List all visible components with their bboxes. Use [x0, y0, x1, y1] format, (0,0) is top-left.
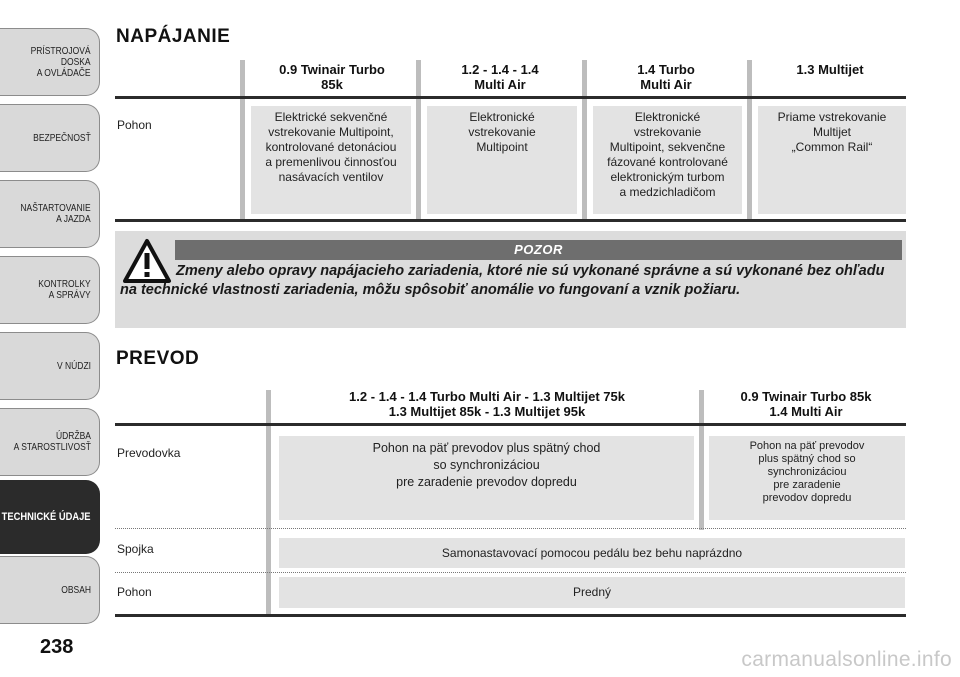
row-label-spojka: Spojka: [117, 542, 154, 556]
tab-label: OBSAH: [61, 584, 91, 596]
tab-label: ÚDRŽBA A STAROSTLIVOSŤ: [13, 431, 92, 453]
tab-udrzba[interactable]: [0, 408, 100, 476]
tab-technicke-udaje[interactable]: [0, 480, 100, 554]
warning-title: POZOR: [175, 240, 902, 260]
table-rule: [115, 614, 906, 617]
table-cell: Elektronické vstrekovanie Multipoint, sekvenčne fázované kontrolované elektronickým turbom a medzichladičom: [593, 106, 742, 214]
row-separator: [115, 572, 906, 573]
table-cell: Priame vstrekovanie Multijet „Common Rail“: [758, 106, 906, 214]
column-divider: [699, 390, 704, 530]
column-divider: [240, 60, 245, 220]
tab-bezpecnost[interactable]: [0, 104, 100, 172]
tab-label: TECHNICKÉ ÚDAJE: [2, 510, 91, 523]
column-divider: [747, 60, 752, 220]
table-cell: Elektronické vstrekovanie Multipoint: [427, 106, 577, 214]
section-title-napajanie: NAPÁJANIE: [116, 26, 231, 47]
tab-kontrolky[interactable]: [0, 256, 100, 324]
row-label-pohon: Pohon: [117, 118, 152, 132]
table-rule: [115, 423, 906, 426]
column-header: 1.2 - 1.4 - 1.4 Multi Air: [461, 62, 539, 92]
column-divider: [416, 60, 421, 220]
column-header: 0.9 Twinair Turbo 85k 1.4 Multi Air: [740, 389, 872, 419]
row-label-prevodovka: Prevodovka: [117, 446, 181, 460]
column-header: 0.9 Twinair Turbo 85k: [279, 62, 385, 92]
table-cell: Predný: [279, 577, 905, 608]
tab-label: PRÍSTROJOVÁ DOSKA A OVLÁDAČE: [31, 45, 91, 79]
column-header: 1.2 - 1.4 - 1.4 Turbo Multi Air - 1.3 Multijet 75k 1.3 Multijet 85k - 1.3 Multijet 95k: [349, 389, 625, 419]
tab-obsah[interactable]: [0, 556, 100, 624]
column-divider: [582, 60, 587, 220]
row-label-pohon: Pohon: [117, 585, 152, 599]
table-cell: Pohon na päť prevodov plus spätný chod so synchronizáciou pre zaradenie prevodov dopredu: [709, 436, 905, 520]
tab-label: NAŠTARTOVANIE A JAZDA: [20, 203, 91, 225]
watermark: carmanualsonline.info: [741, 648, 952, 671]
table-cell: Elektrické sekvenčné vstrekovanie Multipoint, kontrolované detonáciou a premenlivou činnosťou nasávacích ventilov: [251, 106, 411, 214]
tab-label: KONTROLKY A SPRÁVY: [38, 279, 91, 301]
tab-pristrojova-doska[interactable]: [0, 28, 100, 96]
column-header: 1.3 Multijet: [796, 62, 864, 77]
row-separator: [115, 528, 906, 529]
section-title-prevod: PREVOD: [116, 348, 200, 369]
table-rule: [115, 219, 906, 222]
warning-text: Zmeny alebo opravy napájacieho zariadenia, ktoré nie sú vykonané správne a sú vykonané bez ohľadu na technické vlastnosti zariadenia, môžu spôsobiť anomálie vo fungovaní a vznik požiaru.: [120, 263, 885, 298]
tab-label: BEZPEČNOSŤ: [33, 132, 91, 144]
table-cell: Pohon na päť prevodov plus spätný chod so synchronizáciou pre zaradenie prevodov dopredu: [279, 436, 694, 520]
table-cell: Samonastavovací pomocou pedálu bez behu naprázdno: [279, 538, 905, 568]
tab-nastartovanie[interactable]: [0, 180, 100, 248]
page-number: 238: [40, 636, 74, 658]
table-rule: [115, 96, 906, 99]
column-header: 1.4 Turbo Multi Air: [637, 62, 695, 92]
tab-v-nudzi[interactable]: [0, 332, 100, 400]
tab-label: V NÚDZI: [57, 360, 91, 372]
